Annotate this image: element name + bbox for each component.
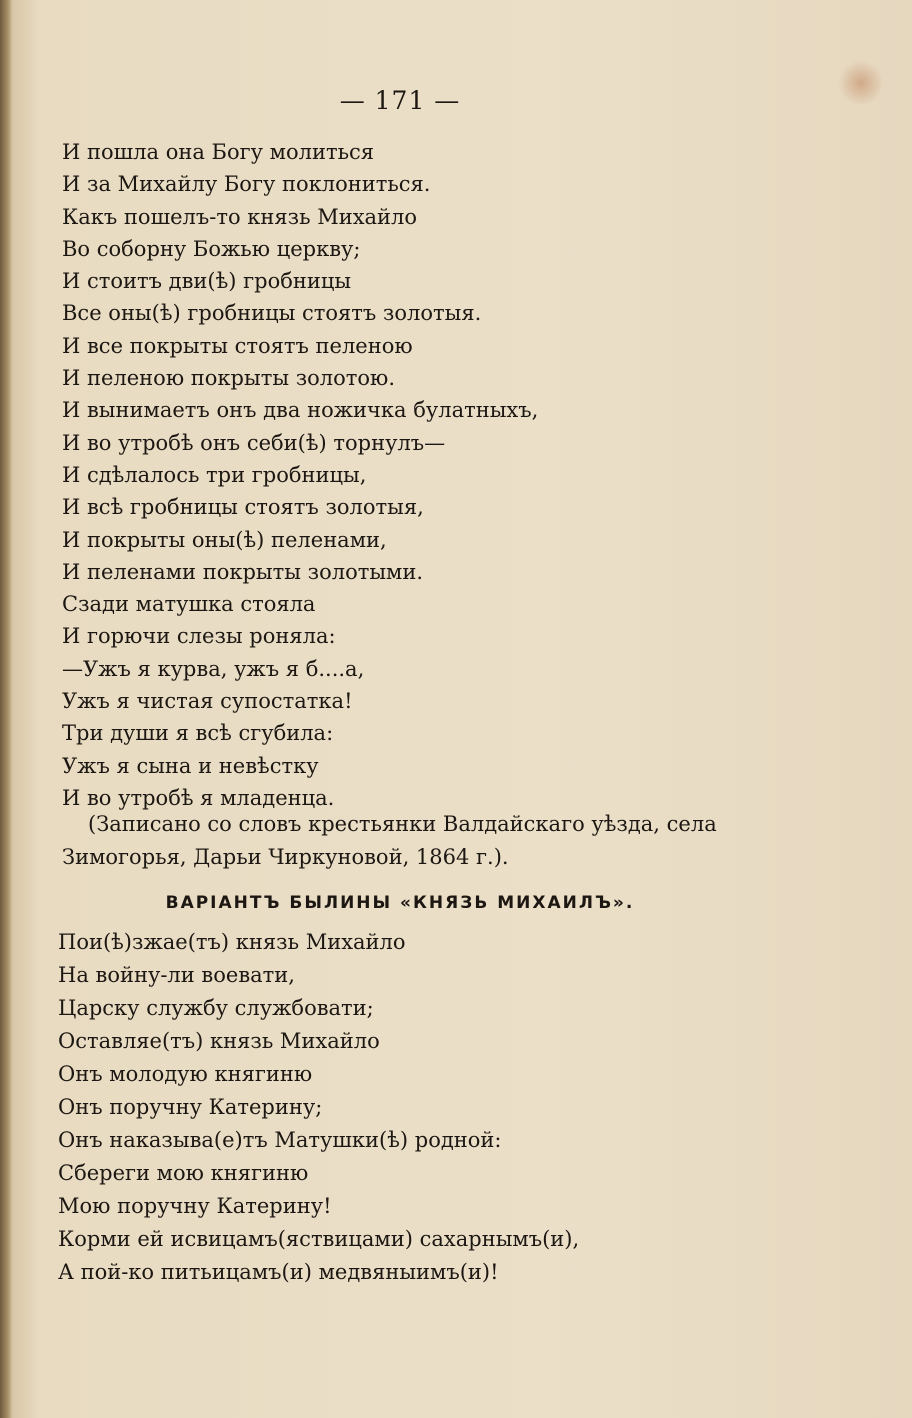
verse-line: И сдѣлалось три гробницы, <box>62 462 367 487</box>
verse-line: Ужъ я чистая супостатка! <box>62 689 353 714</box>
verse-line: И горючи слезы роняла: <box>62 624 336 649</box>
verse-line: И всѣ гробницы стоятъ золотыя, <box>62 495 424 520</box>
verse-line: Сбереги мою княгиню <box>58 1161 309 1185</box>
verse-line: Пои(ѣ)зжае(тъ) князь Михайло <box>58 930 406 954</box>
verse-line: И за Михайлу Богу поклониться. <box>62 172 431 197</box>
verse-line: И вынимаетъ онъ два ножичка булатныхъ, <box>62 398 539 423</box>
verse-line: Корми ей исвицамъ(яствицами) сахарнымъ(и), <box>58 1227 580 1251</box>
verse-line: А пой-ко питьицамъ(и) медвяныимъ(и)! <box>58 1260 499 1284</box>
verse-line: Три души я всѣ сгубила: <box>62 721 334 746</box>
verse-line: Ужъ я сына и невѣстку <box>62 753 319 778</box>
verse-line: —Ужъ я курва, ужъ я б....а, <box>62 656 365 681</box>
verse-line: Царску службу службовати; <box>58 996 374 1020</box>
verse-line: И во утробѣ я младенца. <box>62 785 335 810</box>
verse-line: И стоитъ дви(ѣ) гробницы <box>62 269 352 294</box>
verse-line: Оставляе(тъ) князь Михайло <box>58 1029 380 1053</box>
verse-line: Во соборну Божью церкву; <box>62 236 361 261</box>
page-number: — 171 — <box>339 86 461 115</box>
verse-block-one <box>62 136 538 814</box>
verse-line: И пеленами покрыты золотыми. <box>62 559 424 584</box>
verse-block-two <box>58 926 579 1289</box>
paper-stain <box>838 60 884 106</box>
book-spine-shadow <box>0 0 12 1418</box>
verse-line: Онъ поручну Катерину; <box>58 1095 323 1119</box>
verse-line: Какъ пошелъ-то князь Михайло <box>62 204 418 229</box>
verse-line: И все покрыты стоятъ пеленою <box>62 333 413 358</box>
verse-line: Онъ наказыва(е)тъ Матушки(ѣ) родной: <box>58 1128 502 1152</box>
verse-line: Сзади матушка стояла <box>62 592 316 617</box>
verse-line: И пеленою покрыты золотою. <box>62 366 396 391</box>
verse-line: Мою поручну Катерину! <box>58 1194 332 1218</box>
verse-line: Онъ молодую княгиню <box>58 1062 313 1086</box>
verse-line: Все оны(ѣ) гробницы стоятъ золотыя. <box>62 301 482 326</box>
source-note: (Записано со словъ крестьянки Валдайскаго уѣзда, села Зимогорья, Дарьи Чиркуновой, 1864 г.). <box>62 812 717 869</box>
verse-line: И во утробѣ онъ себи(ѣ) торнулъ— <box>62 430 446 455</box>
verse-line: На войну-ли воевати, <box>58 963 295 987</box>
variant-heading: ВАРІАНТЪ БЫЛИНЫ «КНЯЗЬ МИХАИЛЪ». <box>165 893 635 913</box>
verse-line: И покрыты оны(ѣ) пеленами, <box>62 527 387 552</box>
verse-line: И пошла она Богу молиться <box>62 140 375 164</box>
